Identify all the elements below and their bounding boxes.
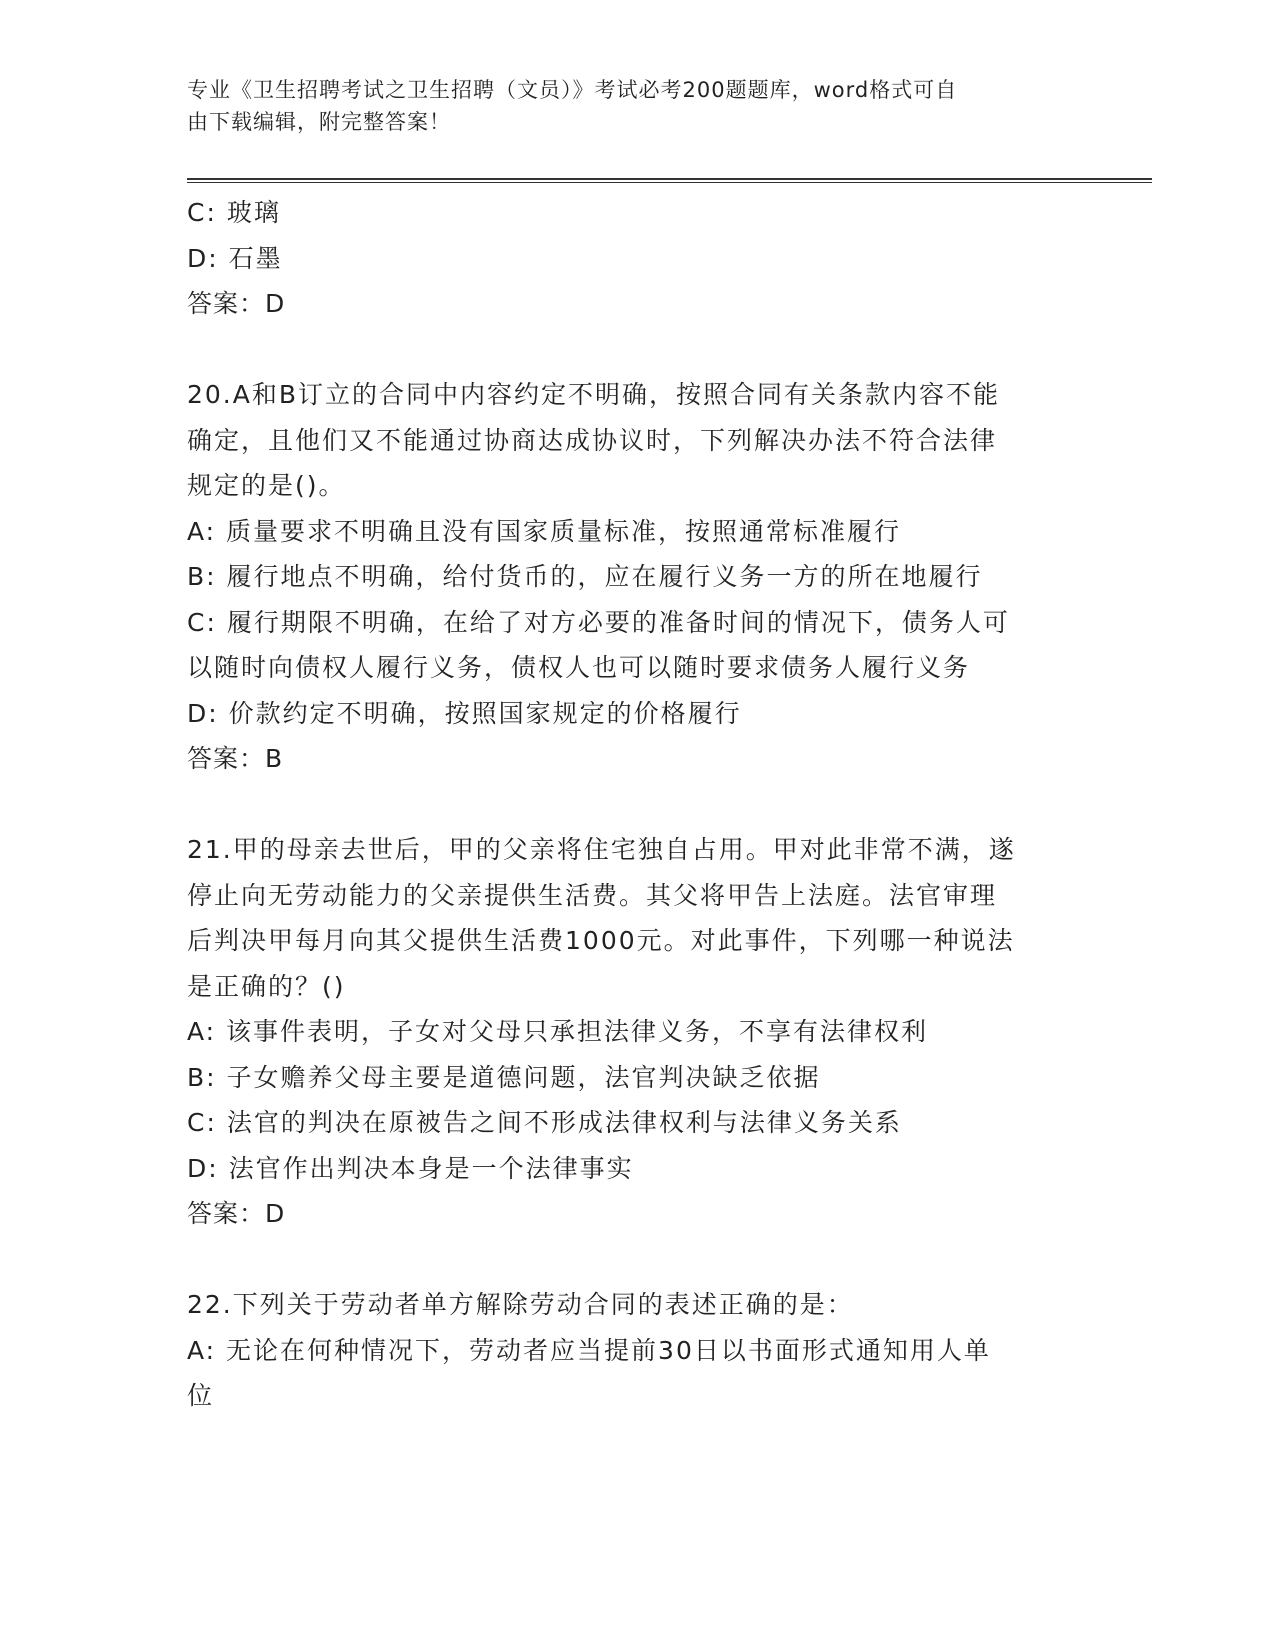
q21-option-a: A: 该事件表明，子女对父母只承担法律义务，不享有法律权利: [187, 1017, 929, 1046]
q20-option-b: B: 履行地点不明确，给付货币的，应在履行义务一方的所在地履行: [187, 562, 983, 591]
q20-option-a: A: 质量要求不明确且没有国家质量标准，按照通常标准履行: [187, 516, 902, 546]
header-line-1: 专业《卫生招聘考试之卫生招聘（文员）》考试必考200题题库，word格式可自: [187, 78, 958, 102]
header-rule-thick: [187, 178, 1152, 180]
q20-option-c-line-2: 以随时向债权人履行义务，债权人也可以随时要求债务人履行义务: [187, 653, 971, 682]
q20-stem-line-3: 规定的是()。: [187, 471, 346, 500]
spacer: [187, 1237, 1077, 1283]
header-rule-thin: [187, 182, 1152, 183]
q21-stem-line-3: 后判决甲每月向其父提供生活费1000元。对此事件，下列哪一种说法: [187, 926, 1015, 955]
header-line-2: 由下载编辑，附完整答案！: [187, 110, 451, 134]
q20-stem-line-2: 确定，且他们又不能通过协商达成协议时，下列解决办法不符合法律: [187, 425, 998, 455]
q22-stem-line-1: 22.下列关于劳动者单方解除劳动合同的表述正确的是：: [187, 1290, 854, 1319]
q21-stem-line-2: 停止向无劳动能力的父亲提供生活费。其父将甲告上法庭。法官审理: [187, 880, 998, 910]
q21-option-d: D: 法官作出判决本身是一个法律事实: [187, 1153, 634, 1183]
question-20: [187, 372, 1077, 782]
q21-option-b: B: 子女赡养父母主要是道德问题，法官判决缺乏依据: [187, 1062, 821, 1092]
q21-stem-line-4: 是正确的？(): [187, 971, 346, 1001]
q21-answer: 答案：D: [187, 1199, 286, 1228]
q20-option-d: D: 价款约定不明确，按照国家规定的价格履行: [187, 698, 742, 728]
q22-option-a-line-2: 位: [187, 1381, 215, 1410]
q22-option-a-line-1: A: 无论在何种情况下，劳动者应当提前30日以书面形式通知用人单: [187, 1335, 991, 1365]
prev-option-d: D: 石墨: [187, 243, 283, 273]
prev-answer: 答案：D: [187, 289, 286, 318]
question-21: [187, 827, 1077, 1237]
q20-option-c-line-1: C: 履行期限不明确，在给了对方必要的准备时间的情况下，债务人可: [187, 607, 1010, 637]
spacer: [187, 327, 1077, 373]
prev-option-c: C: 玻璃: [187, 198, 281, 227]
q21-stem-line-1: 21.甲的母亲去世后，甲的父亲将住宅独自占用。甲对此非常不满，遂: [187, 835, 1016, 864]
question-content: [187, 190, 1077, 1419]
question-22: [187, 1282, 1077, 1419]
document-header: [187, 74, 1067, 138]
spacer: [187, 782, 1077, 828]
q20-answer: 答案：B: [187, 744, 284, 773]
q20-stem-line-1: 20.A和B订立的合同中内容约定不明确，按照合同有关条款内容不能: [187, 380, 1001, 409]
q21-option-c: C: 法官的判决在原被告之间不形成法律权利与法律义务关系: [187, 1108, 902, 1137]
